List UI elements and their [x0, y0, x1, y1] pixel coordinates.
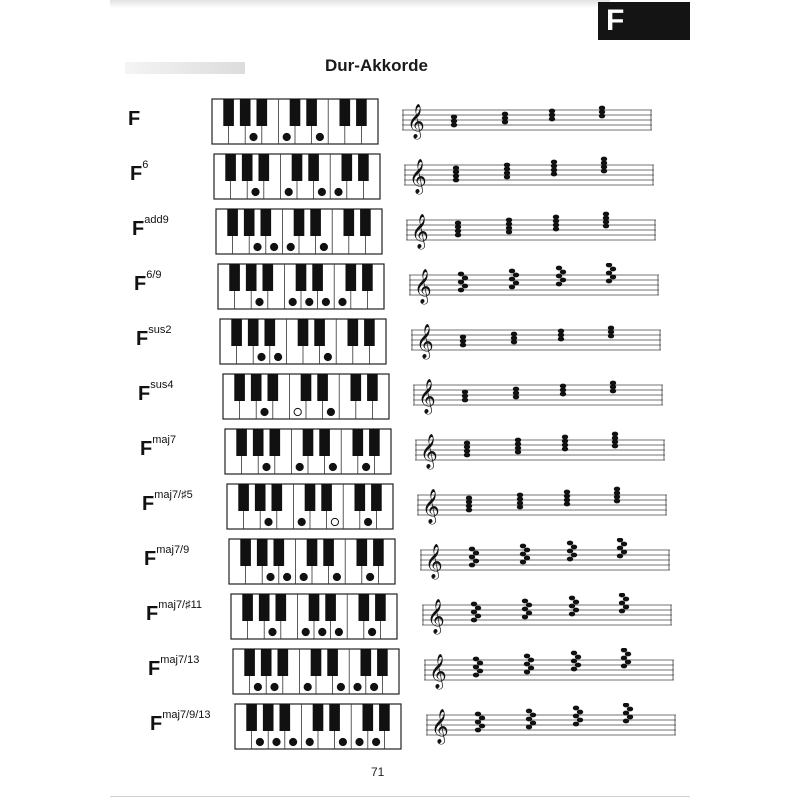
pressed-key-dot — [254, 683, 261, 690]
pressed-key-dot — [263, 463, 270, 470]
page-top-shade — [110, 0, 610, 8]
chord-name — [150, 709, 211, 736]
chord-name — [136, 324, 172, 351]
chord-voicing — [564, 490, 570, 507]
treble-clef-icon: 𝄞 — [431, 709, 449, 744]
chord-row — [0, 318, 800, 370]
chord-voicing — [608, 326, 614, 339]
pressed-key-dot — [365, 518, 372, 525]
treble-clef-icon: 𝄞 — [429, 654, 447, 689]
chord-root: F — [144, 548, 157, 570]
pressed-key-dot — [254, 243, 261, 250]
music-staff — [411, 318, 661, 370]
chord-voicing — [511, 332, 517, 345]
pressed-key-dot — [256, 298, 263, 305]
treble-clef-icon: 𝄞 — [418, 379, 436, 414]
pressed-key-dot — [373, 738, 380, 745]
pressed-key-dot — [354, 683, 361, 690]
chord-name — [148, 654, 200, 681]
chord-voicing — [517, 493, 523, 510]
chord-voicing — [515, 438, 521, 455]
pressed-key-dot — [304, 683, 311, 690]
chord-root: F — [136, 328, 149, 350]
pressed-key-dot — [271, 683, 278, 690]
chord-voicing — [522, 599, 532, 620]
music-staff — [413, 373, 663, 425]
chord-name — [134, 269, 162, 296]
piano-keyboard-diagram — [224, 428, 392, 475]
chord-voicing — [569, 596, 579, 617]
pressed-key-dot — [329, 463, 336, 470]
chord-suffix: maj7/♯5 — [154, 489, 193, 502]
treble-clef-icon: 𝄞 — [427, 599, 445, 634]
chord-voicing — [556, 266, 566, 287]
chord-voicing — [460, 335, 466, 348]
chord-root: F — [132, 218, 145, 240]
pressed-key-dot — [335, 628, 342, 635]
pressed-key-dot — [333, 573, 340, 580]
pressed-key-dot — [335, 188, 342, 195]
pressed-key-dot — [322, 298, 329, 305]
chord-name — [128, 108, 140, 131]
chord-voicing — [571, 651, 581, 672]
treble-clef-icon: 𝄞 — [422, 489, 440, 524]
pressed-key-dot — [258, 353, 265, 360]
chord-row — [0, 98, 800, 150]
pressed-key-dot — [337, 683, 344, 690]
chord-voicing — [451, 115, 457, 128]
chord-voicing — [558, 329, 564, 342]
pressed-key-dot — [265, 518, 272, 525]
music-staff — [426, 703, 676, 755]
piano-keyboard-diagram — [219, 318, 387, 365]
chord-root: F — [128, 108, 141, 130]
section-tab: F — [598, 2, 690, 40]
treble-clef-icon: 𝄞 — [409, 159, 427, 194]
chord-name — [138, 379, 174, 406]
treble-clef-icon: 𝄞 — [416, 324, 434, 359]
pressed-key-dot — [294, 408, 301, 415]
chord-voicing — [610, 381, 616, 394]
pressed-key-dot — [273, 738, 280, 745]
chord-voicing — [573, 706, 583, 727]
chord-suffix: add9 — [144, 214, 169, 227]
pressed-key-dot — [275, 353, 282, 360]
chord-suffix: maj7 — [152, 434, 177, 447]
music-staff — [409, 263, 659, 315]
pressed-key-dot — [289, 298, 296, 305]
pressed-key-dot — [363, 463, 370, 470]
pressed-key-dot — [302, 628, 309, 635]
pressed-key-dot — [252, 188, 259, 195]
piano-keyboard-diagram — [230, 593, 398, 640]
chord-root: F — [146, 603, 159, 625]
music-staff — [424, 648, 674, 700]
pressed-key-dot — [285, 188, 292, 195]
chord-voicing — [520, 544, 530, 565]
music-staff — [422, 593, 672, 645]
chord-row — [0, 263, 800, 315]
chord-suffix: maj7/9 — [156, 544, 190, 557]
chord-root: F — [142, 493, 155, 515]
music-staff — [415, 428, 665, 480]
chord-suffix: sus2 — [148, 324, 172, 337]
chord-voicing — [509, 269, 519, 290]
chord-voicing — [455, 221, 461, 238]
chord-root: F — [134, 273, 147, 295]
pressed-key-dot — [369, 628, 376, 635]
chord-row — [0, 373, 800, 425]
music-staff — [420, 538, 670, 590]
treble-clef-icon: 𝄞 — [411, 214, 429, 249]
page-bottom-edge — [110, 796, 690, 797]
piano-keyboard-diagram — [211, 98, 379, 145]
piano-keyboard-diagram — [217, 263, 385, 310]
pressed-key-dot — [318, 188, 325, 195]
chord-name — [142, 489, 193, 516]
pressed-key-dot — [296, 463, 303, 470]
chord-name — [140, 434, 177, 461]
pressed-key-dot — [327, 408, 334, 415]
pressed-key-dot — [284, 573, 291, 580]
treble-clef-icon: 𝄞 — [407, 104, 425, 139]
chord-row — [0, 648, 800, 700]
chord-root: F — [148, 658, 161, 680]
chord-voicing — [502, 112, 508, 125]
chord-row — [0, 593, 800, 645]
pressed-key-dot — [331, 518, 338, 525]
chord-row — [0, 538, 800, 590]
pressed-key-dot — [300, 573, 307, 580]
pressed-key-dot — [306, 738, 313, 745]
chord-row — [0, 208, 800, 260]
pressed-key-dot — [367, 573, 374, 580]
chord-suffix: maj7/9/13 — [162, 709, 211, 722]
chord-suffix: 6 — [142, 159, 149, 172]
pressed-key-dot — [267, 573, 274, 580]
pressed-key-dot — [306, 298, 313, 305]
pressed-key-dot — [250, 133, 257, 140]
chord-suffix: maj7/♯11 — [158, 599, 203, 612]
chord-root: F — [138, 383, 151, 405]
music-staff — [404, 153, 654, 205]
chord-suffix: 6/9 — [146, 269, 162, 282]
chord-name — [146, 599, 203, 626]
chord-voicing — [560, 384, 566, 397]
pressed-key-dot — [283, 133, 290, 140]
chord-voicing — [524, 654, 534, 675]
chord-row — [0, 703, 800, 755]
pressed-key-dot — [298, 518, 305, 525]
chord-voicing — [513, 387, 519, 400]
music-staff — [406, 208, 656, 260]
pressed-key-dot — [261, 408, 268, 415]
piano-keyboard-diagram — [222, 373, 390, 420]
pressed-key-dot — [356, 738, 363, 745]
pressed-key-dot — [339, 298, 346, 305]
chord-root: F — [150, 713, 163, 735]
pressed-key-dot — [256, 738, 263, 745]
chord-name — [132, 214, 169, 241]
pressed-key-dot — [316, 133, 323, 140]
pressed-key-dot — [271, 243, 278, 250]
treble-clef-icon: 𝄞 — [420, 434, 438, 469]
piano-keyboard-diagram — [228, 538, 396, 585]
chord-voicing — [466, 496, 472, 513]
chord-name — [130, 159, 149, 186]
chord-voicing — [464, 441, 470, 458]
chord-root: F — [130, 163, 143, 185]
title-decoration-bar — [125, 62, 245, 74]
pressed-key-dot — [320, 243, 327, 250]
chord-row — [0, 153, 800, 205]
pressed-key-dot — [324, 353, 331, 360]
piano-keyboard-diagram — [234, 703, 402, 750]
chord-voicing — [462, 390, 468, 403]
chord-row — [0, 428, 800, 480]
chord-voicing — [526, 709, 536, 730]
piano-keyboard-diagram — [213, 153, 381, 200]
chord-name — [144, 544, 190, 571]
chord-voicing — [599, 106, 605, 119]
chord-root: F — [140, 438, 153, 460]
music-staff — [417, 483, 667, 535]
pressed-key-dot — [371, 683, 378, 690]
pressed-key-dot — [269, 628, 276, 635]
chord-voicing — [504, 163, 510, 180]
chord-voicing — [567, 541, 577, 562]
piano-keyboard-diagram — [226, 483, 394, 530]
music-staff — [402, 98, 652, 150]
pressed-key-dot — [339, 738, 346, 745]
chord-voicing — [453, 166, 459, 183]
treble-clef-icon: 𝄞 — [425, 544, 443, 579]
treble-clef-icon: 𝄞 — [414, 269, 432, 304]
piano-keyboard-diagram — [232, 648, 400, 695]
pressed-key-dot — [290, 738, 297, 745]
chord-voicing — [549, 109, 555, 122]
chord-suffix: sus4 — [150, 379, 174, 392]
page-title: Dur-Akkorde — [325, 56, 428, 75]
piano-keyboard-diagram — [215, 208, 383, 255]
pressed-key-dot — [319, 628, 326, 635]
chord-row — [0, 483, 800, 535]
chord-suffix: maj7/13 — [160, 654, 200, 667]
chord-voicing — [506, 218, 512, 235]
chord-voicing — [553, 215, 559, 232]
page-number: 71 — [371, 765, 385, 779]
pressed-key-dot — [287, 243, 294, 250]
chord-voicing — [562, 435, 568, 452]
chord-voicing — [551, 160, 557, 177]
